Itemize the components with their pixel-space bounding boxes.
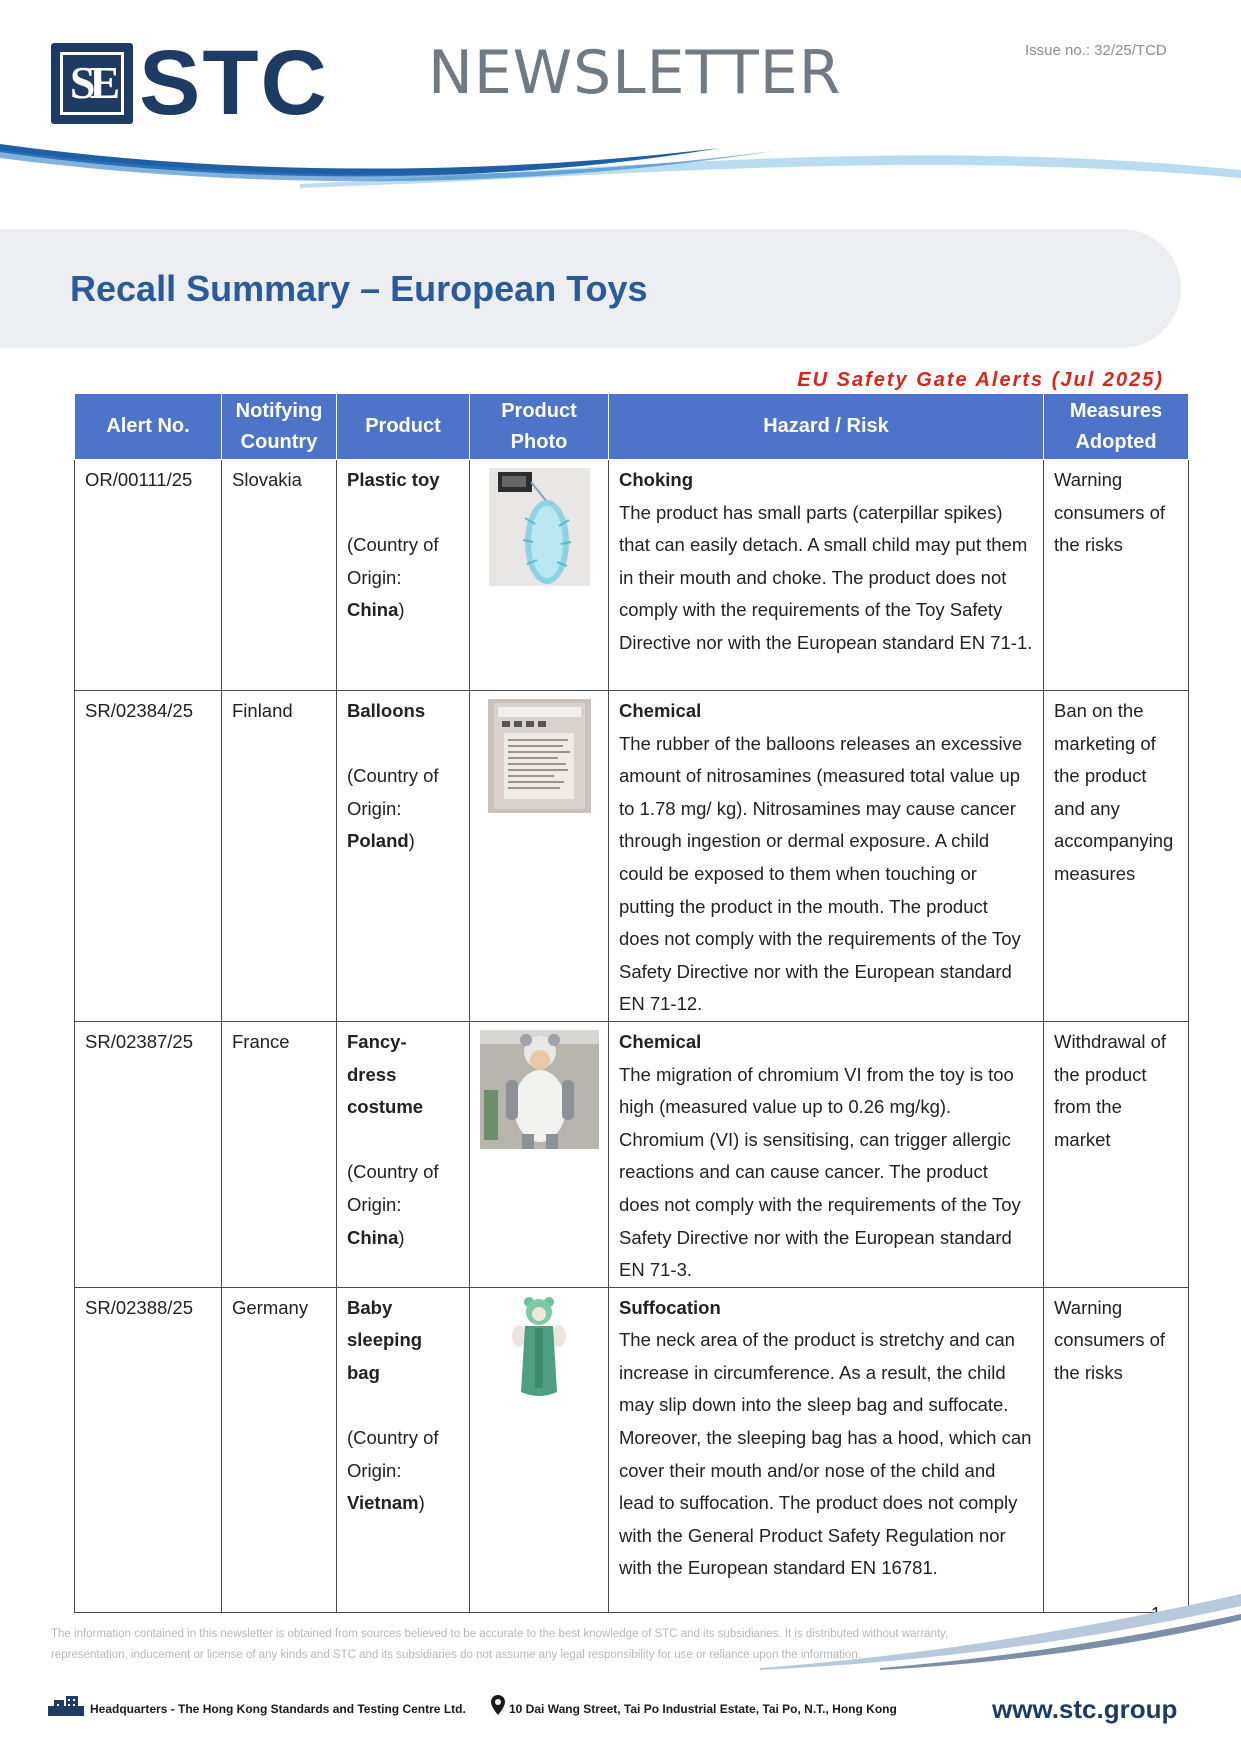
origin-suffix: ) [398, 1226, 405, 1248]
hazard-type: Chemical [619, 700, 702, 721]
header-alert-no: Alert No. [75, 394, 222, 460]
recall-table [74, 393, 1189, 1613]
stc-logo [51, 32, 351, 134]
country-cell: Germany [222, 1287, 337, 1612]
origin-suffix: ) [398, 599, 405, 621]
product-name: Baby sleeping bag [347, 1296, 423, 1383]
header-hazard-risk: Hazard / Risk [609, 394, 1044, 460]
footer-swoosh-decoration [760, 1590, 1241, 1670]
header-measures-line2: Adopted [1075, 430, 1157, 453]
product-cell [337, 691, 470, 1022]
alert-number-cell: SR/02388/25 [75, 1287, 222, 1612]
country-cell: Slovakia [222, 460, 337, 691]
origin-country: China [347, 1226, 399, 1248]
origin-prefix: (Country of Origin: [347, 765, 439, 819]
header-country-line2: Country [240, 430, 318, 453]
website-link[interactable]: www.stc.group [992, 1694, 1178, 1724]
table-row [75, 1021, 1189, 1287]
table-row [75, 691, 1189, 1022]
header-swoosh-decoration [0, 140, 1241, 200]
table-header-row [75, 394, 1189, 460]
stc-logo-mark [51, 43, 133, 124]
product-photo-cell [470, 1287, 609, 1612]
alert-number-cell: OR/00111/25 [75, 460, 222, 691]
origin-country: Poland [347, 830, 409, 852]
logo-text: STC [139, 32, 329, 134]
page-title: Recall Summary – European Toys [70, 268, 648, 309]
measures-cell: Ban on the marketing of the product and any accompanying measures [1044, 691, 1189, 1022]
product-cell [337, 1021, 470, 1287]
hazard-description: The rubber of the balloons releases an excessive amount of nitrosamines (measured total value up to 1.78 mg/ kg). Nitrosamines may cause cancer through ingestion or dermal exposure. A child could be exposed to them when touching or putting the product in the mouth. The product does not comply with the requirements of the Toy Safety Directive nor with the European standard EN 71-12. [619, 732, 1023, 1015]
origin-suffix: ) [408, 830, 415, 852]
origin-prefix: (Country of Origin: [347, 534, 439, 588]
product-cell [337, 1287, 470, 1612]
green-sleeping-bag-photo [509, 1296, 569, 1400]
measures-cell: Warning consumers of the risks [1044, 460, 1189, 691]
header-measures-line1: Measures [1069, 399, 1163, 422]
product-cell [337, 460, 470, 691]
country-cell: France [222, 1021, 337, 1287]
country-cell: Finland [222, 691, 337, 1022]
hazard-type: Chemical [619, 1030, 702, 1052]
alert-number-cell: SR/02387/25 [75, 1021, 222, 1287]
blue-caterpillar-toy-photo [489, 468, 590, 586]
hazard-type: Choking [619, 469, 693, 490]
address-text: 10 Dai Wang Street, Tai Po Industrial Estate, Tai Po, N.T., Hong Kong [509, 1702, 897, 1716]
hazard-description: The migration of chromium VI from the toy is too high (measured value up to 0.26 mg/kg). Chromium (VI) is sensitising, can trigger allergic reactions and can cause cancer. The product does not comply with the requirements of the Toy Safety Directive nor with the European standard EN 71-3. [619, 1063, 1021, 1281]
origin-prefix: (Country of Origin: [347, 1427, 439, 1481]
origin-prefix: (Country of Origin: [347, 1161, 439, 1215]
logo-mark-letters: SE [60, 52, 124, 115]
issue-number: Issue no.: 32/25/TCD [1025, 42, 1167, 59]
disclaimer: The information contained in this newsletter is obtained from sources believed to be accurate to the best knowledge of STC and its subsidiaries. It is distributed without warranty, representation, inducement or license of any kinds and STC and its subsidiaries do not assume any legal responsibility for use or reliance upon the information. [51, 1628, 949, 1661]
alert-number-cell: SR/02384/25 [75, 691, 222, 1022]
header-notifying-country [222, 394, 337, 460]
product-name: Plastic toy [347, 469, 440, 490]
alerts-heading: EU Safety Gate Alerts (Jul 2025) [797, 369, 1164, 391]
product-photo-cell [470, 691, 609, 1022]
origin-suffix: ) [418, 1492, 425, 1514]
product-name: Balloons [347, 700, 426, 721]
origin-country: Vietnam [347, 1492, 419, 1514]
header-photo-line2: Photo [510, 430, 568, 453]
product-name: Fancy-dress costume [347, 1030, 424, 1118]
header-country-line1: Notifying [235, 399, 323, 422]
header-product-photo [470, 394, 609, 460]
headquarters-text: Headquarters - The Hong Kong Standards and Testing Centre Ltd. [90, 1702, 466, 1716]
hazard-type: Suffocation [619, 1296, 721, 1318]
measures-cell: Warning consumers of the risks [1044, 1287, 1189, 1612]
table-row [75, 1287, 1189, 1612]
hazard-description: The product has small parts (caterpillar spikes) that can easily detach. A small child may put them in their mouth and choke. The product does not comply with the requirements of the Toy Safety Directive nor with the European standard EN 71-1. [619, 501, 1033, 653]
balloon-package-photo [488, 699, 591, 813]
origin-country: China [347, 599, 399, 621]
newsletter-label: NEWSLETTER [428, 38, 842, 108]
table-row [75, 460, 1189, 691]
hazard-cell [609, 691, 1044, 1022]
building-icon [48, 1696, 84, 1716]
footer [48, 1694, 1198, 1724]
hazard-cell [609, 1287, 1044, 1612]
product-photo-cell [470, 1021, 609, 1287]
hazard-cell [609, 1021, 1044, 1287]
header-measures-adopted [1044, 394, 1189, 460]
header-photo-line1: Product [501, 399, 577, 422]
hazard-description: The neck area of the product is stretchy and can increase in circumference. As a result, the child may slip down into the sleep bag and suffocate. Moreover, the sleeping bag has a hood, which can cover their mouth and/or nose of the child and lead to suffocation. The product does not comply with the General Product Safety Regulation nor with the European standard EN 16781. [619, 1329, 1032, 1579]
hazard-cell [609, 460, 1044, 691]
child-costume-photo [480, 1030, 599, 1149]
product-photo-cell [470, 460, 609, 691]
location-pin-icon [491, 1695, 505, 1715]
measures-cell: Withdrawal of the product from the market [1044, 1021, 1189, 1287]
header-product: Product [337, 394, 470, 460]
